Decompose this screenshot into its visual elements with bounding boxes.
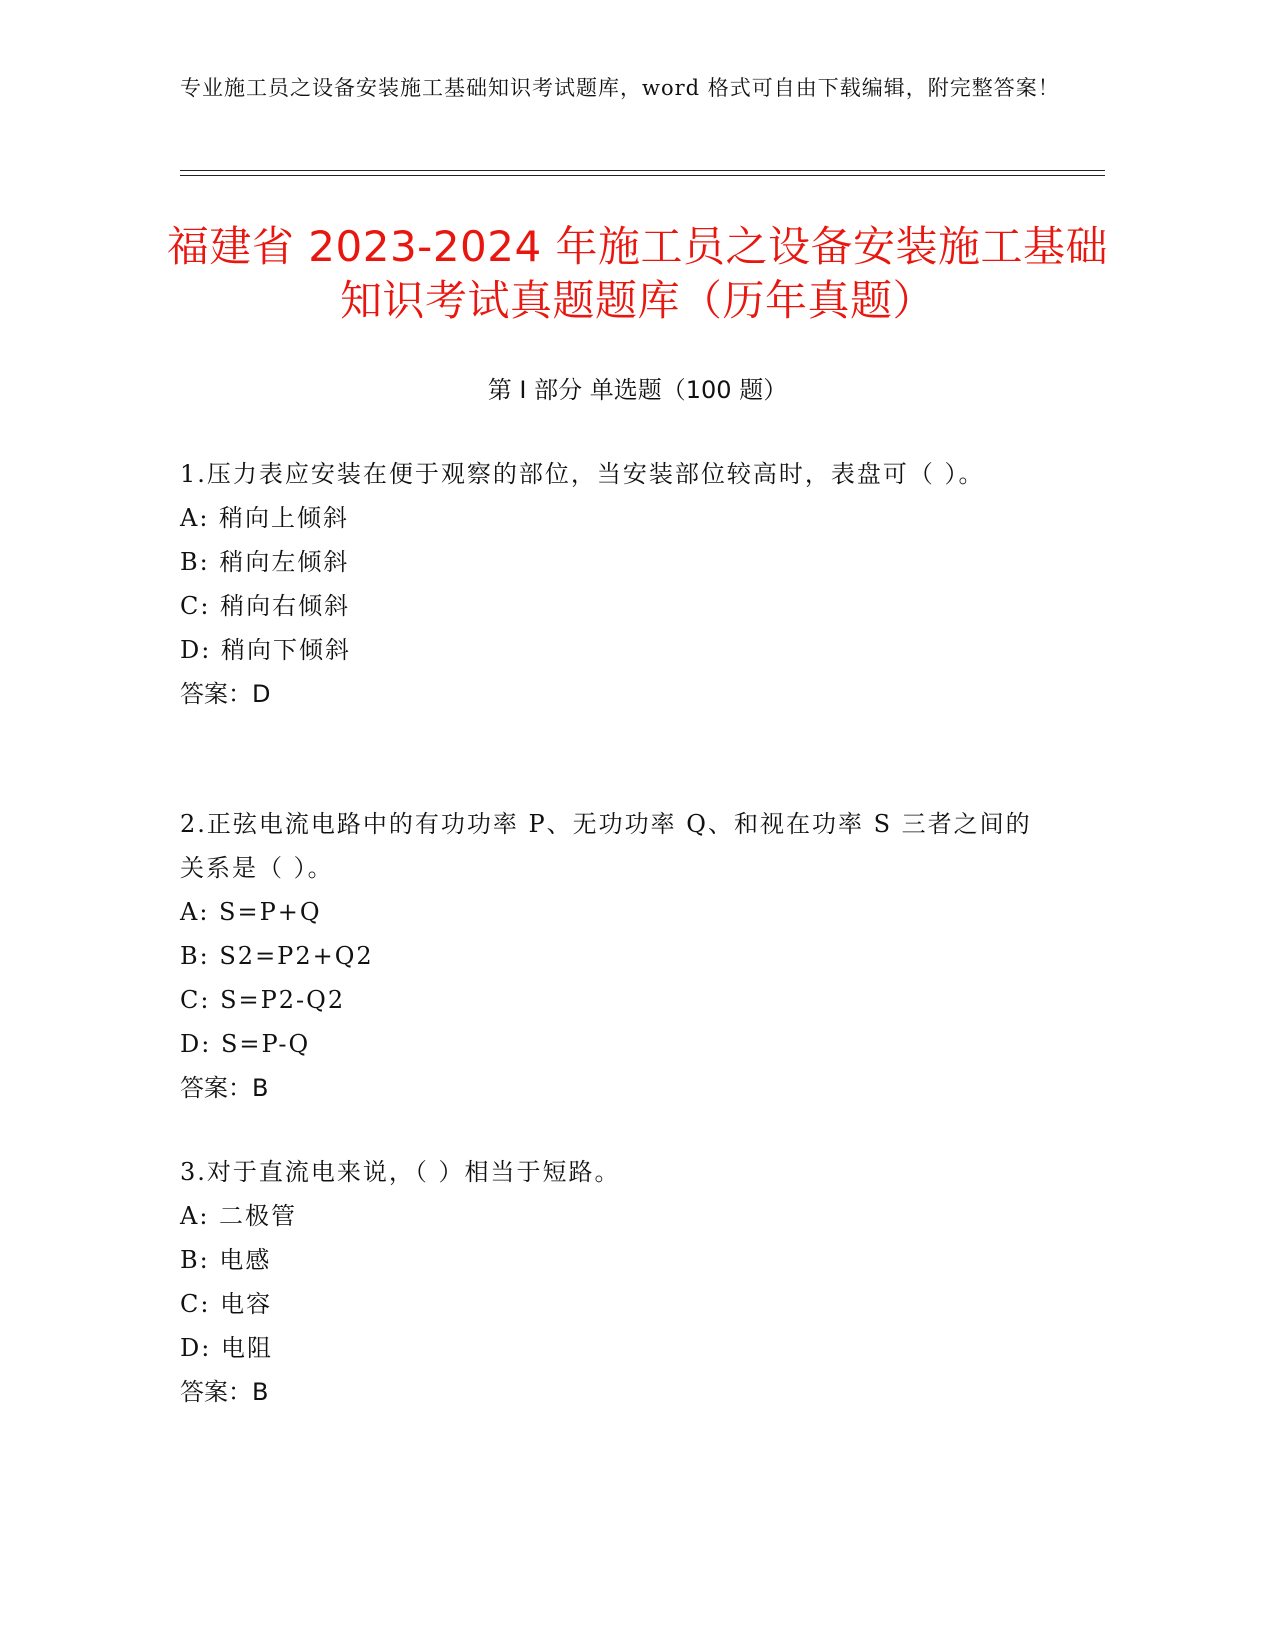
header-note: 专业施工员之设备安装施工基础知识考试题库，word 格式可自由下载编辑，附完整答案！	[180, 76, 1060, 100]
document-title: 福建省 2023-2024 年施工员之设备安装施工基础知识考试真题题库（历年真题）	[166, 222, 1109, 325]
option-a: A: 二极管	[180, 1202, 298, 1230]
answer: 答案：D	[180, 680, 271, 708]
option-a: A: 稍向上倾斜	[180, 504, 350, 532]
option-a: A: S=P+Q	[180, 898, 322, 926]
header-divider-top	[180, 170, 1105, 171]
question-stem: 3.对于直流电来说，（ ）相当于短路。	[180, 1158, 621, 1186]
section-heading: 第 I 部分 单选题（100 题）	[487, 376, 788, 404]
option-d: D: 电阻	[180, 1334, 273, 1362]
option-d: D: S=P-Q	[180, 1030, 311, 1058]
question-stem: 2.正弦电流电路中的有功功率 P、无功功率 Q、和视在功率 S 三者之间的关系是（ ）。	[180, 810, 1032, 882]
answer: 答案：B	[180, 1074, 269, 1102]
answer: 答案：B	[180, 1378, 269, 1406]
question-2	[180, 802, 1040, 1110]
option-c: C: S=P2-Q2	[180, 986, 346, 1014]
option-c: C: 稍向右倾斜	[180, 592, 351, 620]
option-b: B: 稍向左倾斜	[180, 548, 350, 576]
option-c: C: 电容	[180, 1290, 273, 1318]
option-b: B: 电感	[180, 1246, 272, 1274]
header-divider-bottom	[180, 175, 1105, 176]
question-stem: 1.压力表应安装在便于观察的部位，当安装部位较高时，表盘可（ ）。	[180, 460, 985, 488]
option-b: B: S2=P2+Q2	[180, 942, 374, 970]
question-1	[180, 452, 1040, 716]
option-d: D: 稍向下倾斜	[180, 636, 351, 664]
question-3	[180, 1150, 1040, 1414]
